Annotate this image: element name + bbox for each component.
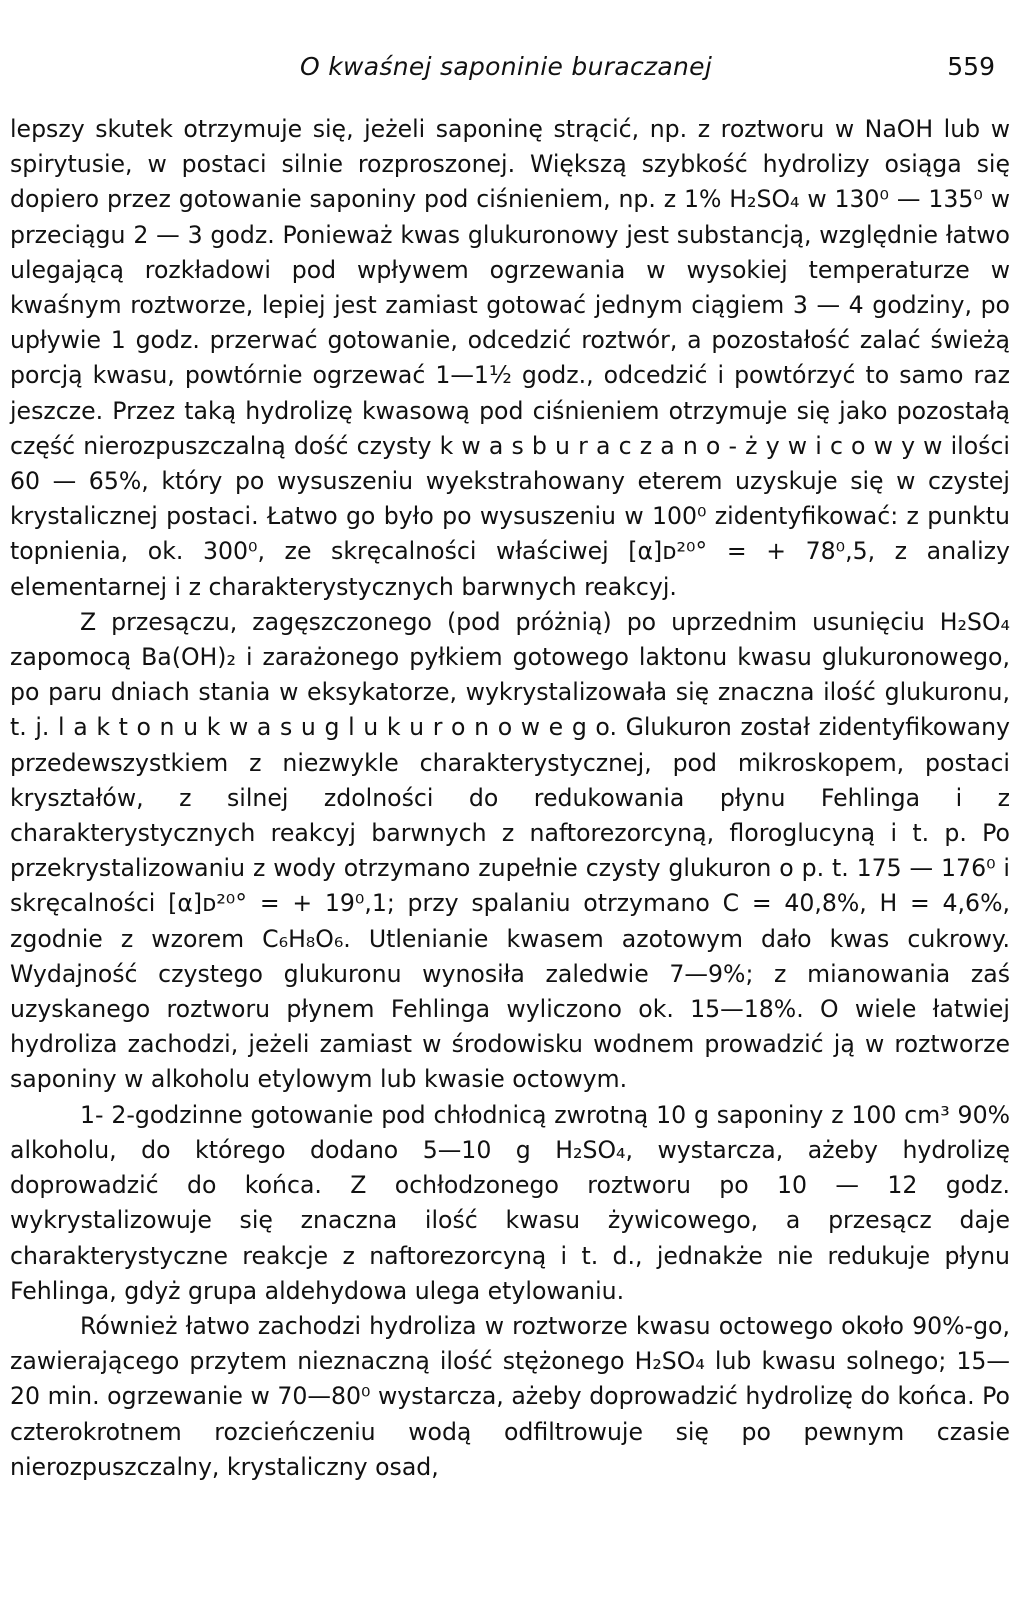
body-text — [10, 112, 1010, 1485]
paragraph-4: Również łatwo zachodzi hydroliza w roztworze kwasu octowego około 90%-go, zawierającego przytem nieznaczną ilość stężonego H₂SO₄ lub kwasu solnego; 15—20 min. ogrzewanie w 70—80⁰ wystarcza, ażeby doprowadzić hydrolizę do końca. Po czterokrotnem rozcieńczeniu wodą odfiltrowuje się po pewnym czasie nierozpuszczalny, krystaliczny osad, — [10, 1311, 1010, 1481]
running-head-title: O kwaśnej saponinie buraczanej — [300, 52, 713, 81]
page — [10, 0, 1010, 1620]
page-number: 559 — [947, 52, 995, 81]
paragraph-2: Z przesączu, zagęszczonego (pod próżnią) po uprzednim usunięciu H₂SO₄ zapomocą Ba(OH)₂ i zarażonego pyłkiem gotowego laktonu kwasu glukuronowego, po paru dniach stania w eksykatorze, wykrystalizowała się znaczna ilość glukuronu, t. j. l a k t o n u k w a s u g l u k u r o n o w e g o. Glukuron został zidentyfikowany przedewszystkiem z niezwykle charakterystycznej, pod mikroskopem, postaci kryształów, z silnej zdolności do redukowania płynu Fehlinga i z charakterystycznych reakcyj barwnych z naftorezorcyną, floroglucyną i t. p. Po przekrystalizowaniu z wody otrzymano zupełnie czysty glukuron o p. t. 175 — 176⁰ i skręcalności [α]ᴅ²⁰° = + 19⁰,1; przy spalaniu otrzymano C = 40,8%, H = 4,6%, zgodnie z wzorem C₆H₈O₆. Utlenianie kwasem azotowym dało kwas cukrowy. Wydajność czystego glukuronu wynosiła zaledwie 7—9%; z mianowania zaś uzyskanego roztworu płynem Fehlinga wyliczono ok. 15—18%. O wiele łatwiej hydroliza zachodzi, jeżeli zamiast w środowisku wodnem prowadzić ją w roztworze saponiny w alkoholu etylowym lub kwasie octowym. — [10, 607, 1010, 1094]
paragraph-3: 1- 2-godzinne gotowanie pod chłodnicą zwrotną 10 g saponiny z 100 cm³ 90% alkoholu, do którego dodano 5—10 g H₂SO₄, wystarcza, ażeby hydrolizę doprowadzić do końca. Z ochłodzonego roztworu po 10 — 12 godz. wykrystalizowuje się znaczna ilość kwasu żywicowego, a przesącz daje charakterystyczne reakcje z naftorezorcyną i t. d., jednakże nie redukuje płynu Fehlinga, gdyż grupa aldehydowa ulega etylowaniu. — [10, 1100, 1010, 1305]
paragraph-1: lepszy skutek otrzymuje się, jeżeli saponinę strącić, np. z roztworu w NaOH lub w spirytusie, w postaci silnie rozproszonej. Większą szybkość hydrolizy osiąga się dopiero przez gotowanie saponiny pod ciśnieniem, np. z 1% H₂SO₄ w 130⁰ — 135⁰ w przeciągu 2 — 3 godz. Ponieważ kwas glukuronowy jest substancją, względnie łatwo ulegającą rozkładowi pod wpływem ogrzewania w wysokiej temperaturze w kwaśnym roztworze, lepiej jest zamiast gotować jednym ciągiem 3 — 4 godziny, po upływie 1 godz. przerwać gotowanie, odcedzić roztwór, a pozostałość zalać świeżą porcją kwasu, powtórnie ogrzewać 1—1½ godz., odcedzić i powtórzyć to samo raz jeszcze. Przez taką hydrolizę kwasową pod ciśnieniem otrzymuje się jako pozostałą część nierozpuszczalną dość czysty k w a s b u r a c z a n o - ż y w i c o w y w ilości 60 — 65%, który po wysuszeniu wyekstrahowany eterem uzyskuje się w czystej krystalicznej postaci. Łatwo go było po wysuszeniu w 100⁰ zidentyfikować: z punktu topnienia, ok. 300⁰, ze skręcalności właściwej [α]ᴅ²⁰° = + 78⁰,5, z analizy elementarnej i z charakterystycznych barwnych reakcyj. — [10, 115, 1010, 601]
running-head — [10, 0, 1010, 112]
